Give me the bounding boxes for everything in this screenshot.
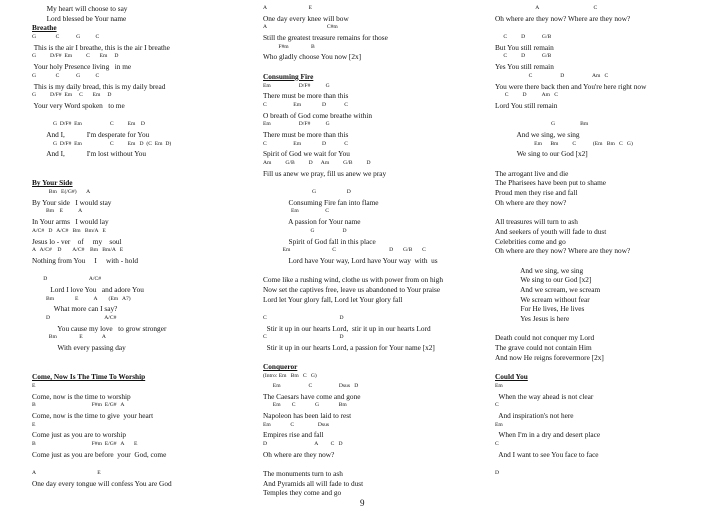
chord-line: Em Bm C (Em Bm C G) bbox=[495, 140, 633, 147]
chord-line: C D G/B bbox=[495, 53, 552, 60]
chord-line: Bm E A (Em A7) bbox=[32, 295, 131, 302]
lyric-line: Proud men they rise and fall bbox=[495, 188, 578, 198]
lyric-line: We sing to our God [x2] bbox=[495, 275, 592, 285]
lyric-line: My heart will choose to say bbox=[32, 4, 128, 13]
lyric-line: Stir it up in our hearts Lord, stir it up in our hearts Lord bbox=[263, 323, 431, 333]
lyric-line: You were there back then and You're here right now bbox=[495, 81, 647, 91]
chord-line: D A C D bbox=[263, 440, 343, 447]
blank-line bbox=[32, 459, 244, 469]
lyric-line: And seekers of youth will fade to dust bbox=[495, 226, 607, 236]
lyric-line: And Pyramids all will fade to dust bbox=[263, 478, 364, 488]
chord-line: B F#m E/G# A E bbox=[32, 440, 138, 447]
chord-line: Bm E(/G#) A bbox=[32, 189, 91, 196]
lyric-line: Still the greatest treasure remains for those bbox=[263, 33, 388, 43]
song-title: Come, Now Is The Time To Worship bbox=[32, 372, 146, 382]
lyric-line: We scream without fear bbox=[495, 294, 590, 304]
chord-line: Em D/F# G bbox=[263, 121, 330, 128]
lyric-line: Oh where are they now? Where are they now? bbox=[495, 13, 631, 23]
lyric-line: Yes Jesus is here bbox=[495, 314, 570, 323]
chord-line: A/C# D A/C# Bm Bm/A E bbox=[32, 227, 106, 234]
blank-line bbox=[32, 159, 244, 169]
lyric-line: This is my daily bread, this is my daily bread bbox=[32, 81, 166, 91]
lyric-line: Come, now is the time to worship bbox=[32, 391, 131, 401]
lyric-line: Spirit of God fall in this place bbox=[263, 236, 376, 246]
chord-line: F#m B bbox=[263, 43, 315, 50]
lyric-line: Come just as you are to worship bbox=[32, 430, 127, 440]
chord-line: A E bbox=[263, 5, 313, 11]
chord-line: C bbox=[495, 402, 499, 409]
lyric-line: When the way ahead is not clear bbox=[495, 391, 594, 401]
lyric-line: And we sing, we sing bbox=[495, 265, 584, 275]
lyric-line: By Your side I would stay bbox=[32, 197, 112, 207]
blank-line bbox=[263, 178, 481, 188]
lyric-line: There must be more than this bbox=[263, 91, 349, 101]
lyric-line: Who gladly choose You now [2x] bbox=[263, 52, 362, 62]
chord-line: C bbox=[495, 440, 499, 447]
chord-line: G C G C bbox=[32, 34, 100, 41]
lyric-line: Your very Word spoken to me bbox=[32, 100, 125, 110]
lyric-line: There must be more than this bbox=[263, 129, 349, 139]
chord-line: E bbox=[32, 421, 36, 428]
chord-line: G D/F# Em C Em D bbox=[32, 121, 145, 128]
chord-line: G D bbox=[263, 189, 351, 196]
blank-line bbox=[495, 459, 700, 469]
chord-line: C D bbox=[263, 334, 344, 341]
lyric-line: Your holy Presence living in me bbox=[32, 62, 132, 72]
lyric-line: Lord blessed be Your name bbox=[32, 13, 127, 23]
song-title: Could You bbox=[495, 372, 528, 382]
chord-line: B F#m E/G# A bbox=[32, 402, 125, 409]
blank-line bbox=[32, 266, 244, 276]
lyric-line: Stir it up in our hearts Lord, a passion for Your name [x2] bbox=[263, 343, 435, 353]
lyric-line: Now set the captives free, leave us abandoned to Your praise bbox=[263, 284, 441, 294]
chord-line: Em C Dsus bbox=[263, 421, 330, 428]
chord-line: C Em D C bbox=[263, 101, 348, 108]
blank-line bbox=[495, 207, 700, 217]
lyric-line: When I'm in a dry and desert place bbox=[495, 430, 601, 440]
lyric-line: Oh where are they now? Where are they now? bbox=[495, 246, 631, 256]
chord-line: G D/F# Em C Em D (C Em D) bbox=[32, 140, 172, 147]
chord-line: A C#m bbox=[263, 24, 338, 31]
chord-line: G D/F# Em C Em D bbox=[32, 92, 112, 99]
lyric-line: The Pharisees have been put to shame bbox=[495, 178, 607, 188]
blank-line bbox=[32, 362, 244, 372]
chord-line: Em bbox=[495, 382, 503, 389]
lyric-line: The grave could not contain Him bbox=[495, 343, 592, 353]
lyric-line: In Your arms I would lay bbox=[32, 217, 109, 227]
lyric-line: The arrogant live and die bbox=[495, 168, 569, 178]
lyric-line: Oh where are they now? bbox=[495, 197, 567, 207]
lyric-line: Yes You still remain bbox=[495, 62, 554, 72]
lyric-line: Come, now is the time to give your heart bbox=[32, 410, 154, 420]
lyric-line: Consuming Fire fan into flame bbox=[263, 197, 379, 207]
chord-line: C Em D C bbox=[263, 140, 348, 147]
blank-line bbox=[495, 324, 700, 334]
blank-line bbox=[495, 256, 700, 266]
lyric-line: Lord have Your way, Lord have Your way with us bbox=[263, 255, 438, 265]
lyric-line: Nothing from You I with - hold bbox=[32, 255, 139, 265]
chord-line: D bbox=[495, 470, 500, 476]
blank-line bbox=[495, 111, 700, 121]
lyric-line: A passion for Your name bbox=[263, 217, 361, 227]
lyric-line: Lord You still remain bbox=[495, 100, 558, 110]
blank-line bbox=[32, 111, 244, 121]
chord-line: G C G C bbox=[32, 72, 100, 79]
lyric-line: Celebrities come and go bbox=[495, 236, 566, 246]
song-title: Breathe bbox=[32, 23, 57, 33]
lyric-line: And inspiration's not here bbox=[495, 410, 574, 420]
lyric-line: Spirit of God we wait for You bbox=[263, 149, 350, 159]
lyric-line: Napoleon has been laid to rest bbox=[263, 410, 352, 420]
chord-line: Em C D G/B C bbox=[263, 247, 426, 254]
chord-line: Em D/F# G bbox=[263, 82, 330, 89]
chord-line: G D bbox=[263, 227, 347, 234]
blank-line bbox=[263, 62, 481, 72]
lyric-line: Come just as you are before your God, come bbox=[32, 449, 167, 459]
blank-line bbox=[495, 23, 700, 33]
chord-line: Em bbox=[495, 421, 503, 428]
lyric-line: And now He reigns forevermore [2x] bbox=[495, 352, 604, 362]
blank-line bbox=[32, 169, 244, 179]
chord-line: G D/F# Em C Em D bbox=[32, 53, 119, 60]
chord-line: C D G/B bbox=[495, 34, 552, 41]
chord-line: C D bbox=[263, 315, 344, 321]
lyric-line: Lord let Your glory fall, Lord let Your glory fall bbox=[263, 294, 403, 304]
blank-line bbox=[495, 159, 700, 169]
chord-line: G Bm bbox=[495, 121, 589, 128]
lyric-line: Death could not conquer my Lord bbox=[495, 333, 595, 343]
blank-line bbox=[263, 304, 481, 314]
lyric-line: And I, I'm desperate for You bbox=[32, 129, 150, 139]
song-title: Conqueror bbox=[263, 362, 298, 372]
page-number: 9 bbox=[360, 498, 365, 508]
lyrics-column-3 bbox=[495, 4, 700, 479]
chord-line: A C bbox=[495, 5, 598, 11]
chord-line: Am G/B D Am G/B D bbox=[263, 160, 371, 166]
lyric-line: All treasures will turn to ash bbox=[495, 217, 578, 227]
chord-line: C D Am C bbox=[495, 92, 558, 99]
chord-line: (Intro: Em Bm C G) bbox=[263, 373, 317, 380]
lyric-line: This is the air I breathe, this is the air I breathe bbox=[32, 42, 170, 52]
lyric-line: But You still remain bbox=[495, 42, 554, 52]
song-title: By Your Side bbox=[32, 178, 73, 188]
lyric-line: And I want to see You face to face bbox=[495, 449, 599, 459]
lyric-line: One day every knee will bow bbox=[263, 13, 349, 23]
lyric-line: And we sing, we sing bbox=[495, 129, 580, 139]
lyric-line: Come like a rushing wind, clothe us with power from on high bbox=[263, 275, 443, 285]
lyric-line: With every passing day bbox=[32, 343, 126, 353]
lyric-line: And we scream, we scream bbox=[495, 284, 601, 294]
blank-line bbox=[495, 362, 700, 372]
lyric-line: Fill us anew we pray, fill us anew we pray bbox=[263, 168, 387, 178]
blank-line bbox=[32, 353, 244, 363]
lyrics-column-2 bbox=[263, 4, 481, 498]
blank-line bbox=[263, 353, 481, 363]
chord-line: Em C G Bm bbox=[263, 402, 347, 409]
chord-line: A A/C# D A/C# Bm Bm/A E bbox=[32, 247, 124, 254]
lyric-line: Oh where are they now? bbox=[263, 449, 335, 459]
lyric-line: Jesus lo - ver of my soul bbox=[32, 236, 122, 246]
chord-line: Bm E A bbox=[32, 334, 106, 341]
chord-line: A E bbox=[32, 470, 101, 476]
lyrics-column-1 bbox=[32, 4, 244, 488]
lyric-line: We sing to our God [x2] bbox=[495, 149, 588, 159]
lyric-line: For He lives, He lives bbox=[495, 304, 585, 314]
lyric-line: You cause my love to grow stronger bbox=[32, 323, 167, 333]
chord-line: D A/C# bbox=[32, 315, 117, 321]
chord-line: E bbox=[32, 382, 36, 389]
chord-line: Em C Dsus D bbox=[263, 382, 359, 389]
chord-line: Em C bbox=[263, 208, 330, 215]
chord-line: Bm E A bbox=[32, 208, 83, 215]
lyric-line: Lord I love You and adore You bbox=[32, 284, 144, 294]
lyric-line: Empires rise and fall bbox=[263, 430, 324, 440]
lyric-line: And I, I'm lost without You bbox=[32, 149, 147, 159]
lyric-line: One day every tongue will confess You are God bbox=[32, 478, 172, 488]
chord-line: D A/C# bbox=[32, 276, 101, 283]
lyric-line: The Caesars have come and gone bbox=[263, 391, 361, 401]
chord-line: C D Am C bbox=[495, 72, 609, 79]
blank-line bbox=[263, 459, 481, 469]
lyric-line: What more can I say? bbox=[32, 304, 118, 314]
song-title: Consuming Fire bbox=[263, 71, 314, 81]
lyric-line: The monuments turn to ash bbox=[263, 469, 343, 478]
lyric-line: O breath of God come breathe within bbox=[263, 110, 373, 120]
blank-line bbox=[263, 266, 481, 276]
lyric-line: Temples they come and go bbox=[263, 488, 342, 498]
